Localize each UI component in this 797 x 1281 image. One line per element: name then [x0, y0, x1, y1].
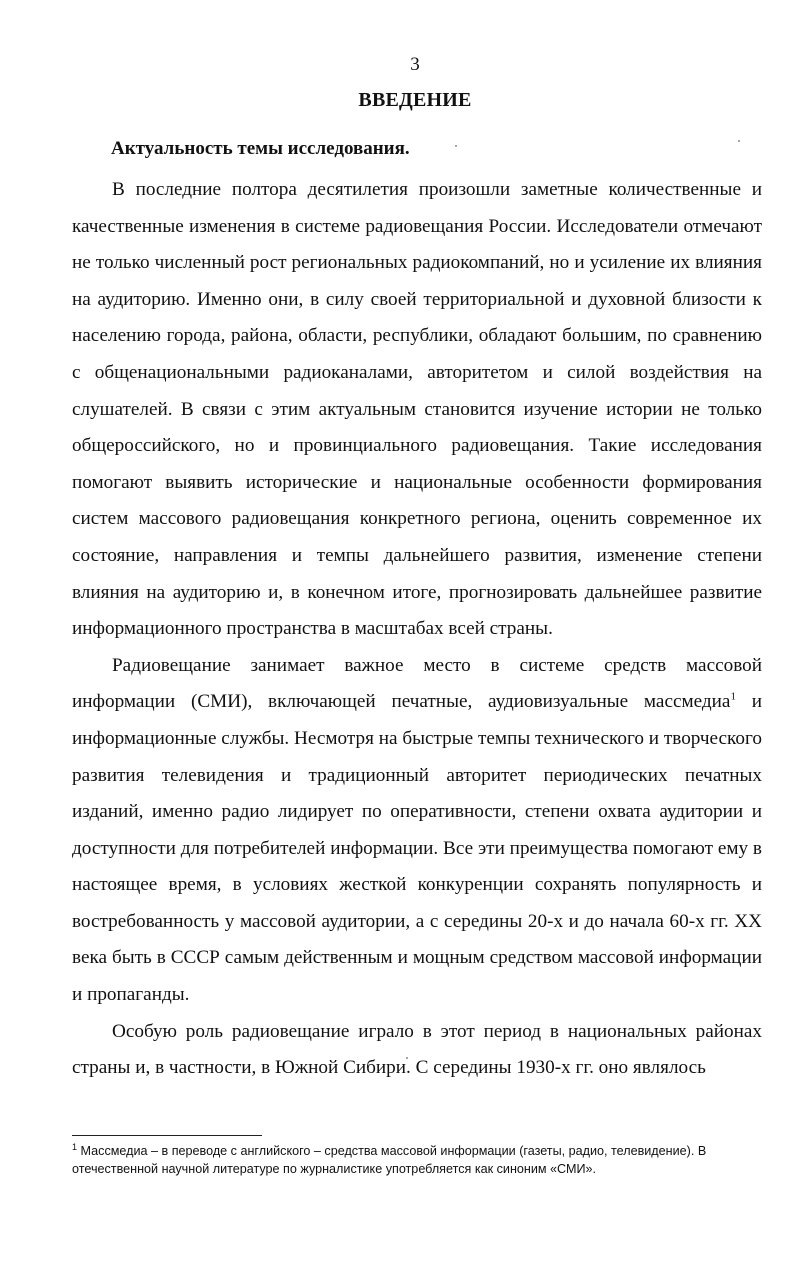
- paragraph-2-text: Радиовещание занимает важное место в системе средств массовой информации (СМИ), включающей печатные, аудиовизуальные массмедиа: [72, 654, 762, 713]
- page-title: ВВЕДЕНИЕ: [358, 89, 472, 111]
- page-number: 3: [410, 54, 420, 75]
- paragraph-1: В последние полтора десятилетия произошли заметные количественные и качественные изменения в системе радиовещания России. Исследователи отмечают не только численный рост региональных радиокомпаний, но и усиление их влияния на аудиторию. Именно они, в силу своей территориальной и духовной близости к населению города, района, области, республики, обладают большим, по сравнению с общенациональными радиоканалами, авторитетом и силой воздействия на слушателей. В связи с этим актуальным становится изучение истории не только общероссийского, но и провинциального радиовещания. Такие исследования помогают выявить исторические и национальные особенности формирования систем массового радиовещания конкретного региона, оценить современное их состояние, направления и темпы дальнейшего развития, изменение степени влияния на аудиторию и, в конечном итоге, прогнозировать дальнейшее развитие информационного пространства в масштабах всей страны.: [72, 179, 762, 640]
- section-heading: Актуальность темы исследования.: [111, 138, 410, 159]
- scan-speck: [738, 140, 740, 142]
- footnote-divider: [72, 1135, 262, 1136]
- footnote-mark: 1: [72, 1141, 78, 1152]
- scan-speck: [455, 145, 457, 147]
- body-text: [72, 172, 762, 1087]
- paragraph-3: Особую роль радиовещание играло в этот период в национальных районах страны и, в частности, в Южной Сибири. С середины 1930-х гг. оно являлось: [72, 1020, 762, 1079]
- footnote: [72, 1142, 762, 1178]
- footnote-reference[interactable]: 1: [730, 690, 736, 703]
- footnote-text: Массмедиа – в переводе с английского – средства массовой информации (газеты, радио, телевидение). В отечественной научной литературе по журналистике употребляется как синоним «СМИ».: [72, 1144, 707, 1176]
- paragraph-2: [72, 648, 762, 1014]
- paragraph-2-text-continued: и информационные службы. Несмотря на быстрые темпы технического и творческого развития телевидения и традиционный авторитет периодических печатных изданий, именно радио лидирует по оперативности, степени охвата аудитории и доступности для потребителей информации. Все эти преимущества помогают ему в настоящее время, в условиях жесткой конкуренции сохранять популярность и востребованность у массовой аудитории, а с середины 20-х и до начала 60-х гг. XX века быть в СССР самым действенным и мощным средством массовой информации и пропаганды.: [72, 691, 762, 1006]
